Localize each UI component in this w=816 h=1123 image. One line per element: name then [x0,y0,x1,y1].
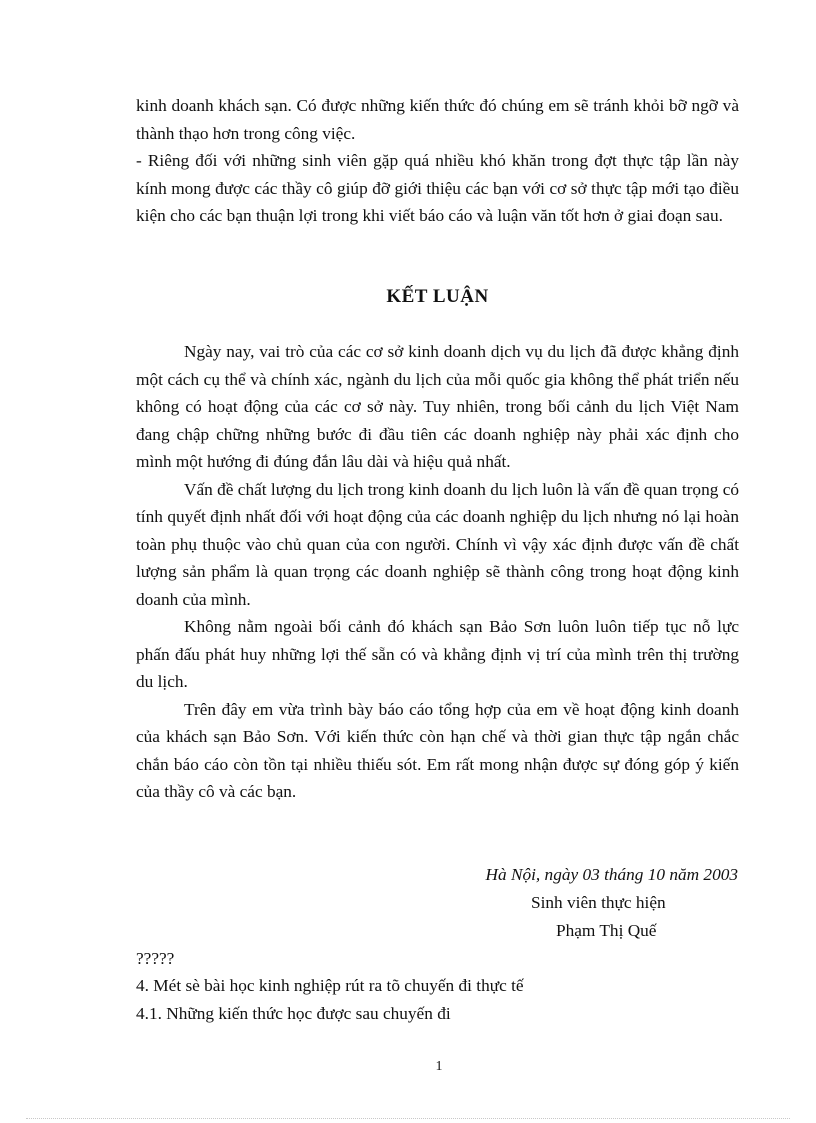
conclusion-paragraph-3: Không nằm ngoài bối cảnh đó khách sạn Bảo Sơn luôn luôn tiếp tục nỗ lực phấn đấu phát huy những lợi thế sẵn có và khẳng định vị trí của mình trên thị trường du lịch. [136,617,739,691]
page-number: 1 [435,1059,443,1074]
signature-role: Sinh viên thực hiện [531,893,666,912]
intro-section [136,92,739,230]
conclusion-body [136,338,739,806]
intro-paragraph-1: kinh doanh khách sạn. Có được những kiến thức đó chúng em sẽ tránh khỏi bỡ ngỡ và thành thạo hơn trong công việc. [136,96,739,143]
section-heading-4-1: 4.1. Những kiến thức học được sau chuyến đi [136,1004,451,1023]
conclusion-heading: KẾT LUẬN [386,286,489,307]
conclusion-paragraph-4: Trên đây em vừa trình bày báo cáo tổng hợp của em về hoạt động kinh doanh của khách sạn Bảo Sơn. Với kiến thức còn hạn chế và thời gian thực tập ngắn chắc chắn báo cáo còn tồn tại nhiều thiếu sót. Em rất mong nhận được sự đóng góp ý kiến của thầy cô và các bạn. [136,699,739,801]
intro-paragraph-2: - Riêng đối với những sinh viên gặp quá nhiều khó khăn trong đợt thực tập lần này kính mong được các thầy cô giúp đỡ giới thiệu các bạn với cơ sở thực tập mới tạo điều kiện cho các bạn thuận lợi trong khi viết báo cáo và luận văn tốt hơn ở giai đoạn sau. [136,151,739,225]
signature-name: Phạm Thị Quế [556,921,657,940]
placeholder-marks: ????? [136,949,175,968]
conclusion-paragraph-2: Vấn đề chất lượng du lịch trong kinh doanh du lịch luôn là vấn đề quan trọng có tính quyết định nhất đối với hoạt động của các doanh nghiệp du lịch nhưng nó lại hoàn toàn phụ thuộc vào chủ quan của con người. Chính vì vậy xác định được vấn đề chất lượng sản phẩm là quan trọng các doanh nghiệp sẽ thành công trong hoạt động kinh doanh của mình. [136,479,739,609]
page-bottom-divider [26,1118,790,1119]
signature-date: Hà Nội, ngày 03 tháng 10 năm 2003 [485,865,738,884]
conclusion-paragraph-1: Ngày nay, vai trò của các cơ sở kinh doanh dịch vụ du lịch đã được khẳng định một cách cụ thể và chính xác, ngành du lịch của mỗi quốc gia không thể phát triển nếu không có hoạt động của các cơ sở này. Tuy nhiên, trong bối cảnh du lịch Việt Nam đang chập chững những bước đi đầu tiên các doanh nghiệp này phải xác định cho mình một hướng đi đúng đắn lâu dài và hiệu quả nhất. [136,342,739,471]
section-heading-4: 4. Mét sè bài học kinh nghiệp rút ra tõ chuyến đi thực tế [136,976,524,995]
